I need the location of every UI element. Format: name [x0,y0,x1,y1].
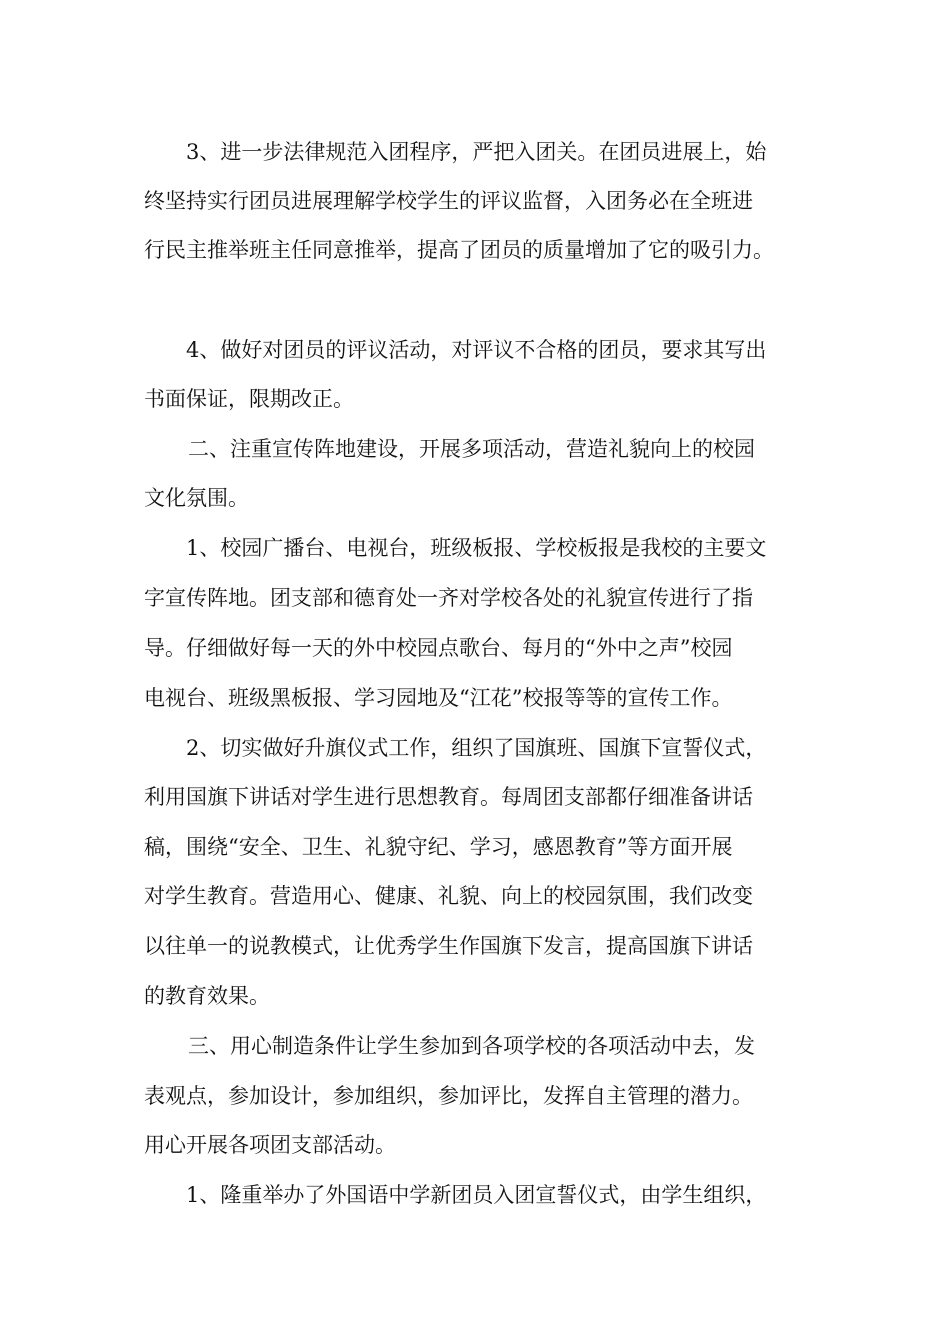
text-line: 字宣传阵地。团支部和德育处一齐对学校各处的礼貌宣传进行了指 [144,586,753,610]
section-heading: 三、用心制造条件让学生参加到各项学校的各项活动中去，发 [188,1034,755,1058]
section-heading: 二、注重宣传阵地建设，开展多项活动，营造礼貌向上的校园 [188,437,755,461]
text-line: 2、切实做好升旗仪式工作，组织了国旗班、国旗下宣誓仪式， [186,736,767,760]
text-line: 用心开展各项团支部活动。 [144,1133,396,1157]
text-line: 对学生教育。营造用心、健康、礼貌、向上的校园氛围，我们改变 [144,884,753,908]
section-heading: 文化氛围。 [144,486,249,510]
text-line: 4、做好对团员的评议活动，对评议不合格的团员，要求其写出 [186,338,767,362]
section-heading: 表观点，参加设计，参加组织，参加评比，发挥自主管理的潜力。 [144,1084,753,1108]
text-line: 电视台、班级黑板报、学习园地及“江花”校报等等的宣传工作。 [144,686,733,710]
text-line: 1、校园广播台、电视台，班级板报、学校板报是我校的主要文 [186,536,767,560]
text-line: 1、隆重举办了外国语中学新团员入团宣誓仪式，由学生组织， [186,1183,767,1207]
text-line: 行民主推举班主任同意推举，提高了团员的质量增加了它的吸引力。 [144,238,774,262]
text-line: 终坚持实行团员进展理解学校学生的评议监督，入团务必在全班进 [144,189,753,213]
text-line: 导。仔细做好每一天的外中校园点歌台、每月的“外中之声”校园 [144,636,733,660]
text-line: 以往单一的说教模式，让优秀学生作国旗下发言，提高国旗下讲话 [144,934,753,958]
text-line: 书面保证，限期改正。 [144,387,354,411]
text-line: 利用国旗下讲话对学生进行思想教育。每周团支部都仔细准备讲话 [144,785,753,809]
text-line: 3、进一步法律规范入团程序，严把入团关。在团员进展上，始 [186,140,767,164]
text-line: 稿，围绕“安全、卫生、礼貌守纪、学习，感恩教育”等方面开展 [144,835,733,859]
text-line: 的教育效果。 [144,984,270,1008]
